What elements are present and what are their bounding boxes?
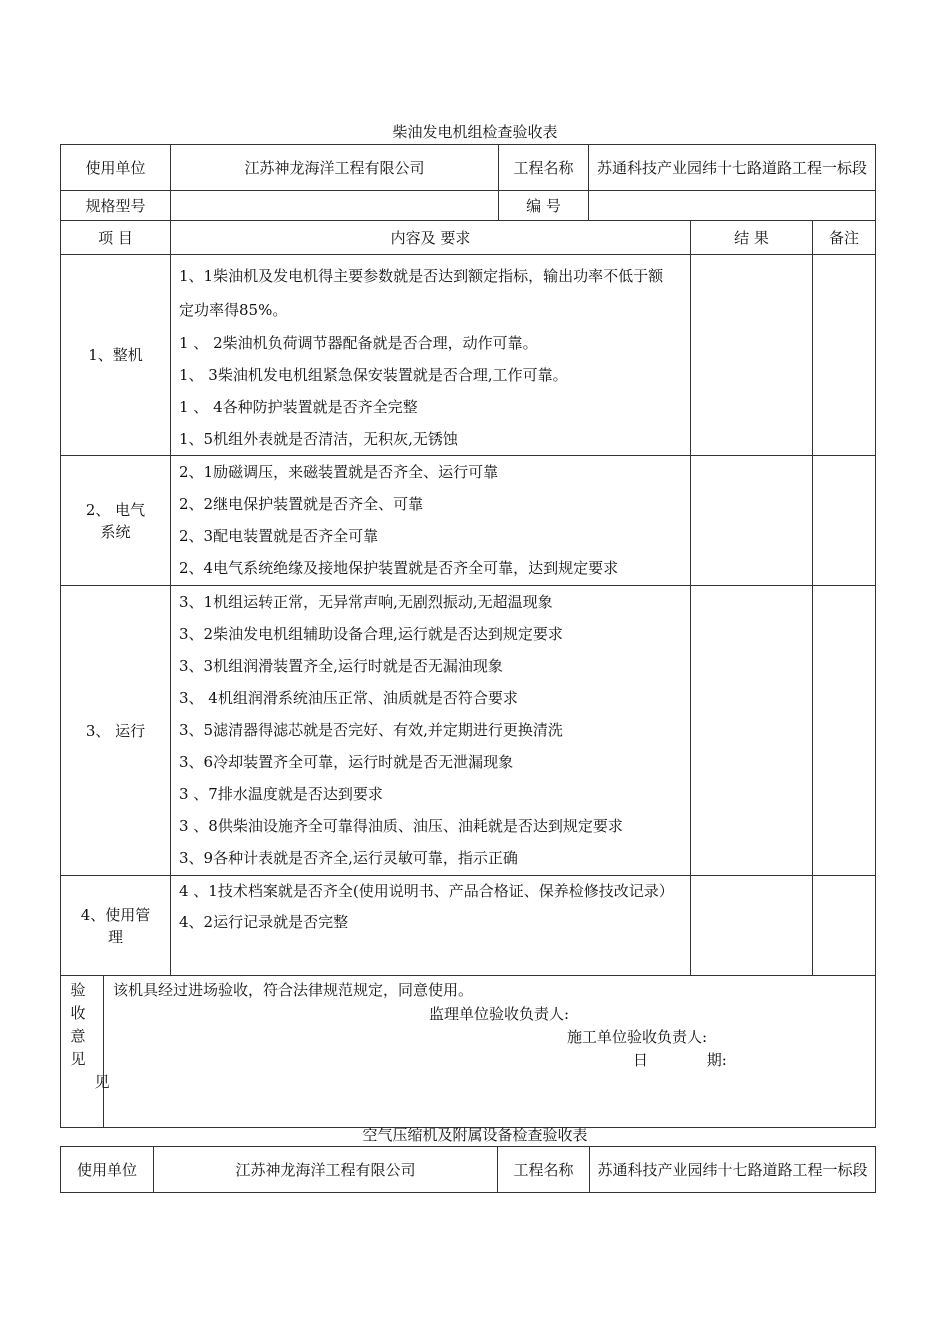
unit-label: 使用单位	[61, 145, 171, 191]
section-name: 4、使用管理	[61, 876, 171, 976]
check-item: 3、5滤清器得滤芯就是否完好、有效,并定期进行更换清洗	[179, 721, 563, 739]
inspection-table-diesel	[60, 144, 876, 1128]
acceptance-divider	[103, 976, 104, 1127]
section-items	[171, 586, 691, 876]
form2-title: 空气压缩机及附属设备检查验收表	[362, 1126, 588, 1144]
acceptance-block	[61, 976, 876, 1128]
section-items	[171, 456, 691, 586]
check-item: 3、9各种计表就是否齐全,运行灵敏可靠，指示正确	[179, 849, 518, 867]
result-cell	[691, 255, 813, 456]
header-content: 内容及 要求	[171, 221, 691, 255]
check-item: 4 、1技术档案就是否齐全(使用说明书、产品合格证、保养检修技改记录）	[179, 882, 674, 900]
note-cell	[813, 876, 876, 976]
check-item: 3 、8供柴油设施齐全可靠得油质、油压、油耗就是否达到规定要求	[179, 817, 623, 835]
form1-title: 柴油发电机组检查验收表	[392, 123, 558, 141]
acceptance-label-char: 见	[94, 1073, 110, 1091]
section-items	[171, 876, 691, 976]
check-item: 1、1柴油机及发电机得主要参数就是否达到额定指标，输出功率不低于额定功率得85%。	[179, 267, 664, 319]
header-item: 项 目	[61, 221, 171, 255]
check-item: 3、3机组润滑装置齐全,运行时就是否无漏油现象	[179, 657, 503, 675]
check-item: 1、5机组外表就是否清洁，无积灰,无锈蚀	[179, 430, 458, 448]
check-item: 1 、 2柴油机负荷调节器配备就是否合理，动作可靠。	[179, 334, 538, 352]
check-item: 2、1励磁调压，来磁装置就是否齐全、运行可靠	[179, 463, 499, 481]
header-result: 结 果	[691, 221, 813, 255]
note-cell	[813, 456, 876, 586]
note-cell	[813, 255, 876, 456]
unit-value: 江苏神龙海洋工程有限公司	[154, 1147, 498, 1193]
project-label: 工程名称	[499, 145, 589, 191]
acceptance-text: 该机具经过进场验收，符合法律规范规定，同意使用。	[113, 981, 474, 999]
unit-value: 江苏神龙海洋工程有限公司	[171, 145, 499, 191]
note-cell	[813, 586, 876, 876]
unit-label: 使用单位	[61, 1147, 154, 1193]
check-item: 1、 3柴油机发电机组紧急保安装置就是否合理,工作可靠。	[179, 366, 568, 384]
check-item: 3 、7排水温度就是否达到要求	[179, 785, 383, 803]
acceptance-label-char: 收	[70, 1004, 86, 1022]
result-cell	[691, 586, 813, 876]
check-item: 1 、 4各种防护装置就是否齐全完整	[179, 398, 418, 416]
inspection-table-compressor	[60, 1146, 876, 1193]
check-item: 3、6冷却装置齐全可靠，运行时就是否无泄漏现象	[179, 753, 514, 771]
section-name: 1、整机	[61, 255, 171, 456]
check-item: 2、2继电保护装置就是否齐全、可靠	[179, 495, 424, 513]
check-item: 3、2柴油发电机组辅助设备合理,运行就是否达到规定要求	[179, 625, 563, 643]
acceptance-label-char: 见	[70, 1050, 86, 1068]
header-note: 备注	[813, 221, 876, 255]
number-label: 编 号	[499, 191, 589, 221]
date-label: 日 期:	[633, 1051, 727, 1069]
section-items	[171, 255, 691, 456]
section-name: 3、 运行	[61, 586, 171, 876]
check-item: 3、 4机组润滑系统油压正常、油质就是否符合要求	[179, 689, 518, 707]
acceptance-label-char: 验	[70, 981, 86, 999]
project-label: 工程名称	[498, 1147, 590, 1193]
check-item: 2、4电气系统绝缘及接地保护装置就是否齐全可靠，达到规定要求	[179, 559, 619, 577]
check-item: 2、3配电装置就是否齐全可靠	[179, 527, 379, 545]
contractor-sign-label: 施工单位验收负责人:	[567, 1028, 708, 1046]
check-item: 4、2运行记录就是否完整	[179, 913, 349, 931]
number-value	[589, 191, 876, 221]
project-value: 苏通科技产业园纬十七路道路工程一标段	[589, 145, 876, 191]
check-item: 3、1机组运转正常，无异常声响,无剧烈振动,无超温现象	[179, 593, 553, 611]
acceptance-label-char: 意	[70, 1027, 86, 1045]
model-label: 规格型号	[61, 191, 171, 221]
model-value	[171, 191, 499, 221]
project-value: 苏通科技产业园纬十七路道路工程一标段	[590, 1147, 876, 1193]
supervisor-sign-label: 监理单位验收负责人:	[429, 1005, 570, 1023]
result-cell	[691, 456, 813, 586]
section-name: 2、 电气系统	[61, 456, 171, 586]
result-cell	[691, 876, 813, 976]
